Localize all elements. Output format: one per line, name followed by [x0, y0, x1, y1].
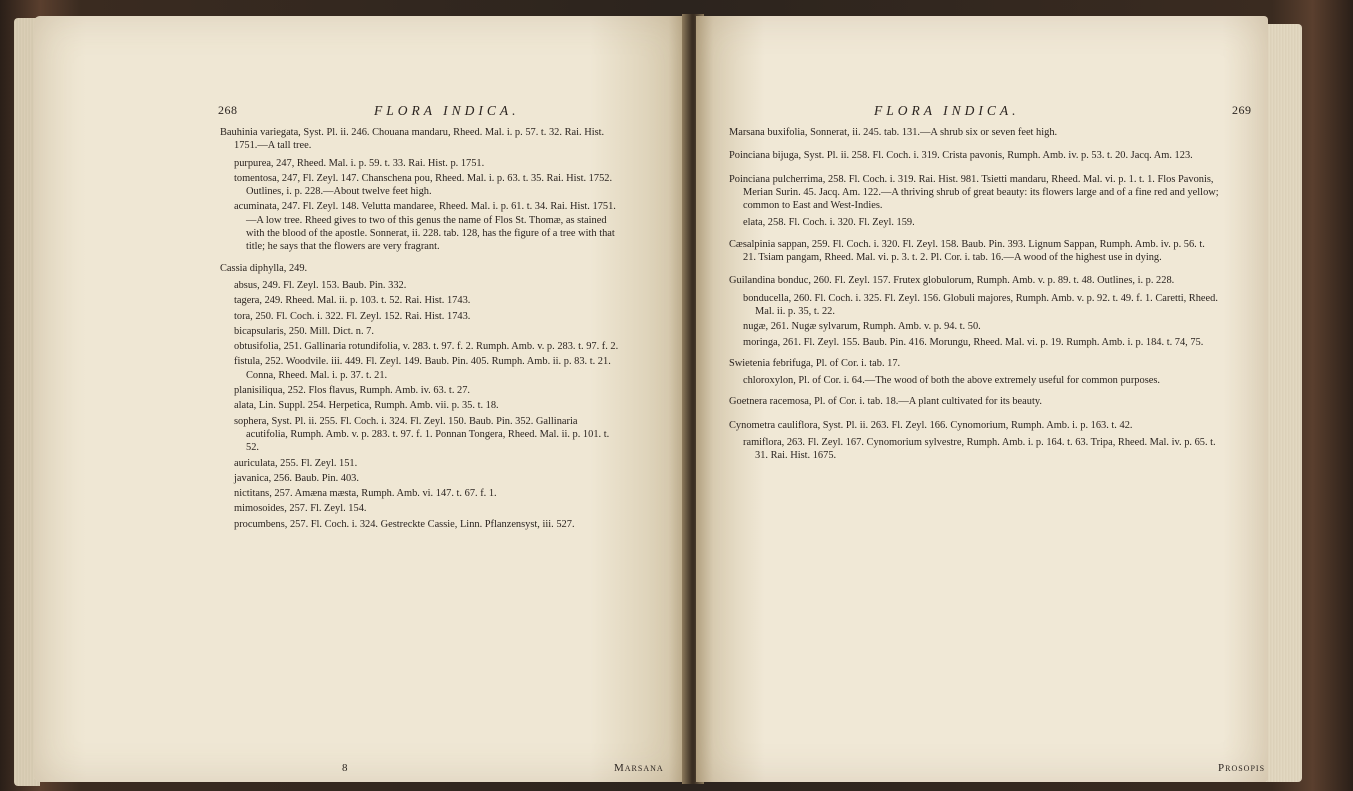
- right-page-body: [729, 126, 1219, 465]
- genus-entry: Poinciana bijuga, Syst. Pl. ii. 258. Fl. Coch. i. 319. Crista pavonis, Rumph. Amb. iv. p. 53. t. 20. Jacq. Am. 123.: [729, 150, 1193, 162]
- species-entry: nugæ, 261. Nugæ sylvarum, Rumph. Amb. v. p. 94. t. 50.: [743, 321, 981, 333]
- right-catchword: Prosopis: [1218, 762, 1266, 774]
- genus-entry: Goetnera racemosa, Pl. of Cor. i. tab. 18.—A plant cultivated for its beauty.: [729, 396, 1042, 408]
- species-entry: planisiliqua, 252. Flos flavus, Rumph. Amb. iv. 63. t. 27.: [234, 385, 471, 397]
- species-entry: obtusifolia, 251. Gallinaria rotundifolia, v. 283. t. 97. f. 2. Rumph. Amb. v. p. 283. t. 97. f. 2.: [234, 341, 619, 353]
- right-page-number: 269: [1232, 103, 1252, 117]
- species-entry: absus, 249. Fl. Zeyl. 153. Baub. Pin. 332.: [234, 279, 407, 291]
- genus-entry: Guilandina bonduc, 260. Fl. Zeyl. 157. Frutex globulorum, Rumph. Amb. v. p. 89. t. 48. Outlines, i. p. 228.: [729, 275, 1175, 287]
- right-page: [696, 16, 1268, 782]
- left-page: [34, 16, 688, 782]
- genus-entry: Cæsalpinia sappan, 259. Fl. Coch. i. 320. Fl. Zeyl. 158. Baub. Pin. 393. Lignum Sappan, Rumph. Amb. iv. p. 56. t. 21. Tsiam pangam, Rheed. Mal. vi. p. 3. t. 2. Pl. Cor. i. tab. 16.—A wood of the highest use in dying.: [729, 238, 1205, 264]
- species-entry: alata, Lin. Suppl. 254. Herpetica, Rumph. Amb. vii. p. 35. t. 18.: [234, 400, 499, 412]
- species-entry: javanica, 256. Baub. Pin. 403.: [234, 472, 359, 484]
- genus-entry: Swietenia febrifuga, Pl. of Cor. i. tab. 17.: [729, 357, 901, 369]
- left-running-title: FLORA INDICA.: [374, 103, 520, 118]
- species-entry: sophera, Syst. Pl. ii. 255. Fl. Coch. i. 324. Fl. Zeyl. 150. Baub. Pin. 352. Gallinaria acutifolia, Rumph. Amb. v. p. 283. t. 97. f. 1. Ponnan Tongera, Rheed. Mal. ii. p. 101. t. 52.: [234, 415, 610, 454]
- species-entry: fistula, 252. Woodvile. iii. 449. Fl. Zeyl. 149. Baub. Pin. 405. Rumph. Amb. ii. p. 83. t. 21. Conna, Rheed. Mal. i. p. 37. t. 21.: [234, 356, 611, 381]
- genus-entry: Cassia diphylla, 249.: [220, 262, 308, 274]
- species-entry: ramiflora, 263. Fl. Zeyl. 167. Cynomorium sylvestre, Rumph. Amb. i. p. 164. t. 63. Tripa, Rheed. Mal. iv. p. 65. t. 31. Rai. Hist. 1675.: [743, 437, 1216, 462]
- species-entry: purpurea, 247, Rheed. Mal. i. p. 59. t. 33. Rai. Hist. p. 1751.: [234, 157, 485, 169]
- left-catchword: Marsana: [614, 762, 664, 774]
- left-page-number: 268: [218, 103, 238, 117]
- left-page-body: [220, 126, 620, 533]
- species-entry: moringa, 261. Fl. Zeyl. 155. Baub. Pin. 416. Morungu, Rheed. Mal. vi. p. 19. Rumph. Amb. i. p. 184. t. 74, 75.: [743, 336, 1204, 348]
- species-entry: bonducella, 260. Fl. Coch. i. 325. Fl. Zeyl. 156. Globuli majores, Rumph. Amb. v. p. 92. t. 49. f. 1. Caretti, Rheed. Mal. ii. p. 35, t. 22.: [743, 292, 1218, 317]
- genus-entry: Cynometra cauliflora, Syst. Pl. ii. 263. Fl. Zeyl. 166. Cynomorium, Rumph. Amb. i. p. 163. t. 42.: [729, 419, 1133, 431]
- species-entry: tora, 250. Fl. Coch. i. 322. Fl. Zeyl. 152. Rai. Hist. 1743.: [234, 310, 471, 322]
- species-entry: chloroxylon, Pl. of Cor. i. 64.—The wood of both the above extremely useful for common purposes.: [743, 375, 1160, 387]
- species-entry: procumbens, 257. Fl. Coch. i. 324. Gestreckte Cassie, Linn. Pflanzensyst, iii. 527.: [234, 518, 575, 530]
- species-entry: elata, 258. Fl. Coch. i. 320. Fl. Zeyl. 159.: [743, 217, 915, 229]
- species-entry: acuminata, 247. Fl. Zeyl. 148. Velutta mandaree, Rheed. Mal. i. p. 61. t. 34. Rai. Hist. 1751.—A low tree. Rheed gives to two of this genus the name of Flos St. Thomæ, as stained with the blood of the apostle. Sonnerat, ii. 228. tab. 128, has the figure of a tree with that title; he says that the flowers are very fragrant.: [234, 201, 616, 253]
- genus-entry: Marsana buxifolia, Sonnerat, ii. 245. tab. 131.—A shrub six or seven feet high.: [729, 127, 1058, 138]
- species-entry: tagera, 249. Rheed. Mal. ii. p. 103. t. 52. Rai. Hist. 1743.: [234, 295, 471, 307]
- genus-entry: Bauhinia variegata, Syst. Pl. ii. 246. Chouana mandaru, Rheed. Mal. i. p. 57. t. 32. Rai. Hist. 1751.—A tall tree.: [220, 127, 605, 152]
- right-running-title: FLORA INDICA.: [874, 103, 1020, 118]
- species-entry: mimosoides, 257. Fl. Zeyl. 154.: [234, 503, 367, 515]
- signature-mark: 8: [342, 762, 348, 774]
- genus-entry: Poinciana pulcherrima, 258. Fl. Coch. i. 319. Rai. Hist. 981. Tsietti mandaru, Rheed. Mal. vi. p. 1. t. 1. Flos Pavonis, Merian Surin. 45. Jacq. Am. 122.—A thriving shrub of great beauty: its flowers large and of a fine red and yellow; common to East and West-Indies.: [729, 173, 1219, 212]
- species-entry: auriculata, 255. Fl. Zeyl. 151.: [234, 457, 358, 469]
- species-entry: bicapsularis, 250. Mill. Dict. n. 7.: [234, 325, 374, 337]
- species-entry: tomentosa, 247, Fl. Zeyl. 147. Chanschena pou, Rheed. Mal. i. p. 63. t. 35. Rai. Hist. 1752. Outlines, i. p. 228.—About twelve feet high.: [234, 172, 613, 198]
- right-page-edges: [1262, 24, 1302, 782]
- species-entry: nictitans, 257. Amæna mæsta, Rumph. Amb. vi. 147. t. 67. f. 1.: [234, 488, 497, 500]
